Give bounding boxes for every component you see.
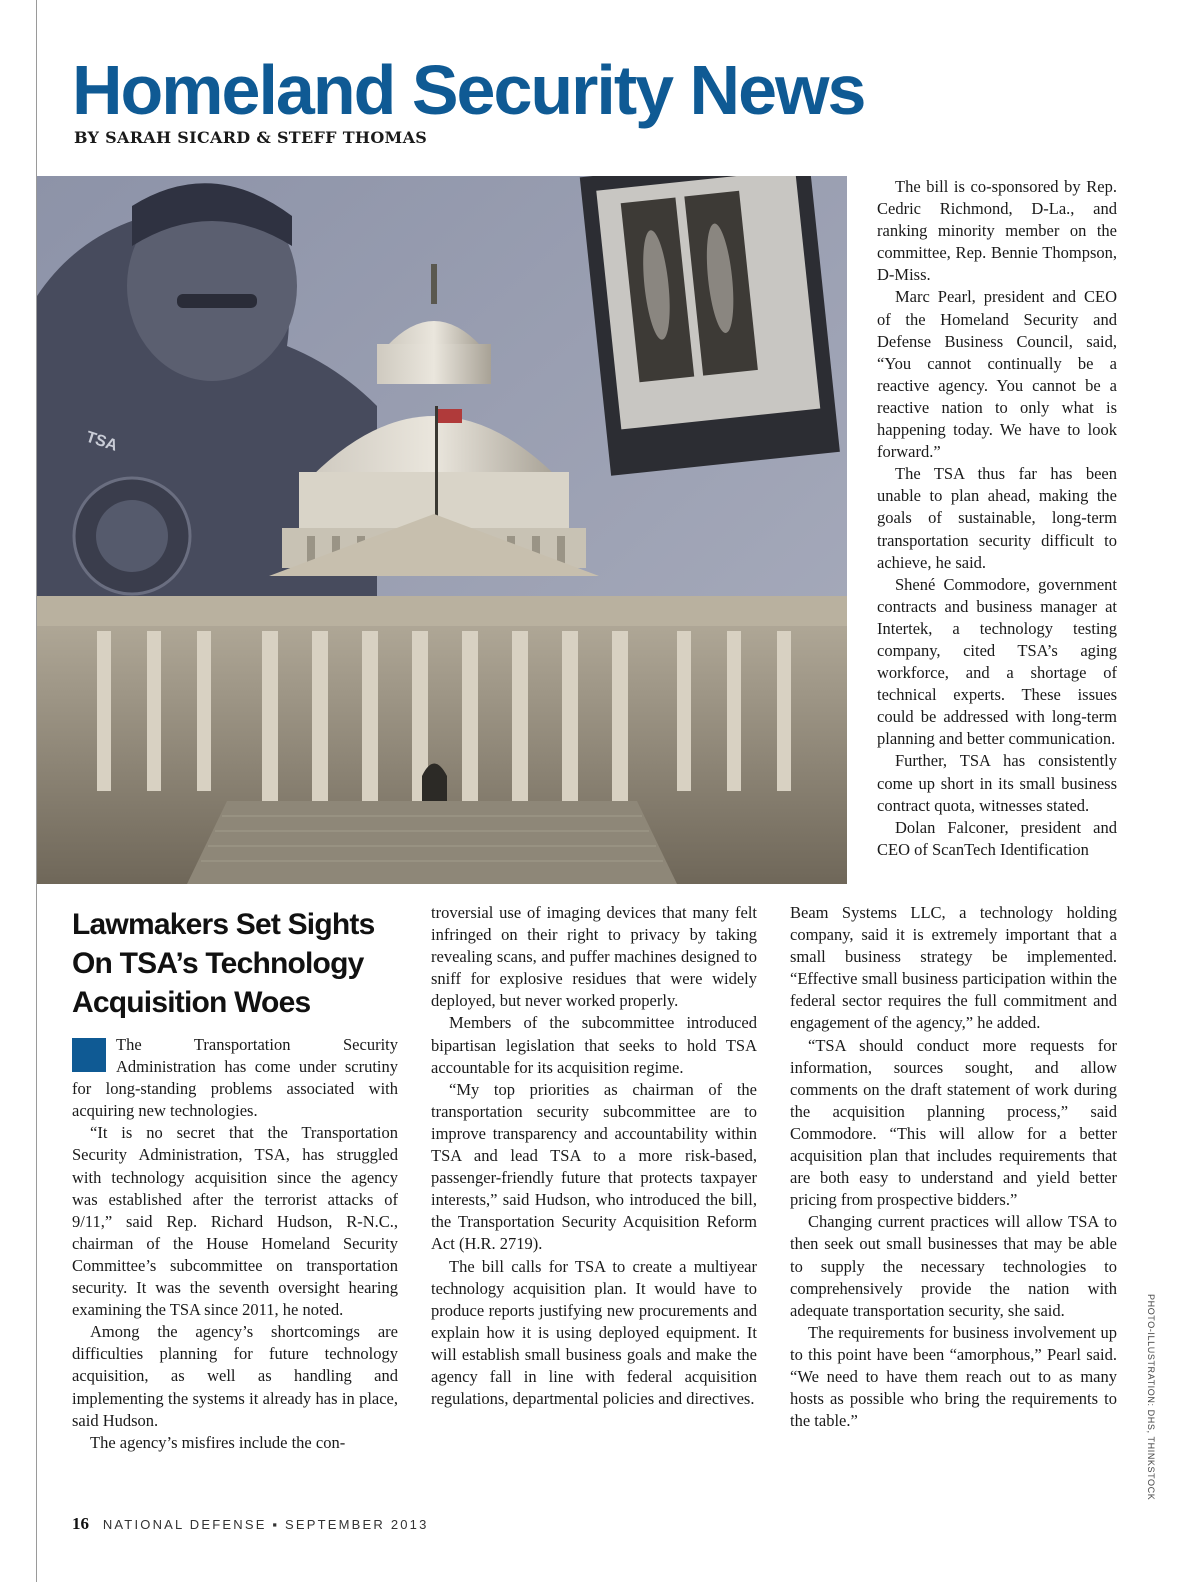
footer-separator: ▪ [272, 1517, 280, 1532]
photo-credit: PHOTO-ILLUSTRATION: DHS, THINKSTOCK [1146, 1294, 1156, 1501]
publication-name: NATIONAL DEFENSE [102, 1517, 267, 1532]
paragraph: Changing current practices will allow TSA to then seek out small businesses that may be able to supply the necessary technologies to comprehensively provide the nation with adequate transportation security, she said. [790, 1212, 1117, 1320]
paragraph: troversial use of imaging devices that many felt infringed on their right to privacy by taking revealing scans, and puffer machines designed to sniff for explosive residues that were widely deployed, but never worked properly. [431, 903, 757, 1011]
drop-cap-square [72, 1038, 106, 1072]
paragraph: Dolan Falconer, president and CEO of ScanTech Identification [877, 817, 1117, 859]
paragraph: Shené Commodore, government contracts and business manager at Intertek, a technology testing company, cited TSA’s aging workforce, and a shortage of technical experts. These issues could be addressed with long-term planning and better communication. [877, 574, 1117, 749]
paragraph: The requirements for business involvement up to this point have been “amorphous,” Pearl said. “We need to have them reach out to as many hosts as possible who bring the requirements to the table.” [790, 1322, 1117, 1431]
page-number: 16 [72, 1514, 89, 1533]
paragraph: The TSA thus far has been unable to plan ahead, making the goals of sustainable, long-term transportation security difficult to achieve, he said. [877, 464, 1117, 572]
headline-line: On TSA’s Technology [72, 947, 364, 980]
column-2 [431, 902, 757, 1410]
paragraph: Beam Systems LLC, a technology holding company, said it is extremely important that a small business strategy be implemented. “Effective small business participation within the federal sector requires the full commitment and engagement of the agency,” he added. [790, 903, 1117, 1033]
paragraph: The agency’s misfires include the con- [90, 1432, 346, 1452]
capitol-photo-illustration [37, 176, 847, 884]
paragraph: Further, TSA has consistently come up short in its small business contract quota, witnesses stated. [877, 751, 1117, 815]
byline: BY SARAH SICARD & STEFF THOMAS [74, 128, 428, 147]
paragraph: Among the agency’s shortcomings are difficulties planning for future technology acquisition, as well as handling and implementing the systems it already has in place, said Hudson. [72, 1322, 398, 1430]
photo-artwork [37, 176, 847, 884]
column-3 [790, 902, 1117, 1432]
page-footer [72, 1514, 429, 1534]
issue-date: SEPTEMBER 2013 [285, 1517, 429, 1532]
paragraph: “It is no secret that the Transportation Security Administration, TSA, has struggled with technology acquisition since the agency was established after the terrorist attacks of 9/11,” said Rep. Richard Hudson, R-N.C., chairman of the House Homeland Security Committee’s subcommittee on transportation security. It was the seventh oversight hearing examining the TSA since 2011, he noted. [72, 1123, 398, 1320]
paragraph: “My top priorities as chairman of the transportation security subcommittee are to improve transparency and accountability within TSA and lead TSA to a more risk-based, passenger-friendly future that protects taxpayer interests,” said Hudson, who introduced the bill, the Transportation Security Acquisition Reform Act (H.R. 2719). [431, 1079, 757, 1254]
paragraph: The Transportation Security Administration has come under scrutiny for long-standing problems associated with acquiring new technologies. [72, 1035, 398, 1121]
paragraph: “TSA should conduct more requests for information, sources sought, and allow comments on the draft statement of work during the acquisition planning process,” said Commodore. “This will allow for a better acquisition plan that includes requirements that are both easy to understand and yield better pricing from prospective bidders.” [790, 1035, 1117, 1210]
article-headline [72, 905, 402, 1022]
column-3-upper [877, 176, 1117, 861]
masthead-title: Homeland Security News [72, 51, 865, 129]
paragraph: Marc Pearl, president and CEO of the Homeland Security and Defense Business Council, said, “You cannot continually be a reactive agency. You cannot be a reactive nation to only what is happening today. We have to look forward.” [877, 287, 1117, 462]
paragraph: The bill calls for TSA to create a multiyear technology acquisition plan. It would have to produce reports justifying new procurements and explain how it is using deployed equipment. It will establish small business goals and make the agency fall in line with federal acquisition regulations, departmental policies and directives. [431, 1256, 757, 1409]
tsa-badge-text: TSA [83, 428, 120, 455]
headline-line: Acquisition Woes [72, 986, 311, 1019]
paragraph: Members of the subcommittee introduced bipartisan legislation that seeks to hold TSA accountable for its acquisition regime. [431, 1013, 757, 1077]
paragraph: The bill is co-sponsored by Rep. Cedric Richmond, D-La., and ranking minority member on the committee, Rep. Bennie Thompson, D-Miss. [877, 177, 1117, 285]
column-1 [72, 1034, 398, 1454]
headline-line: Lawmakers Set Sights [72, 908, 375, 941]
